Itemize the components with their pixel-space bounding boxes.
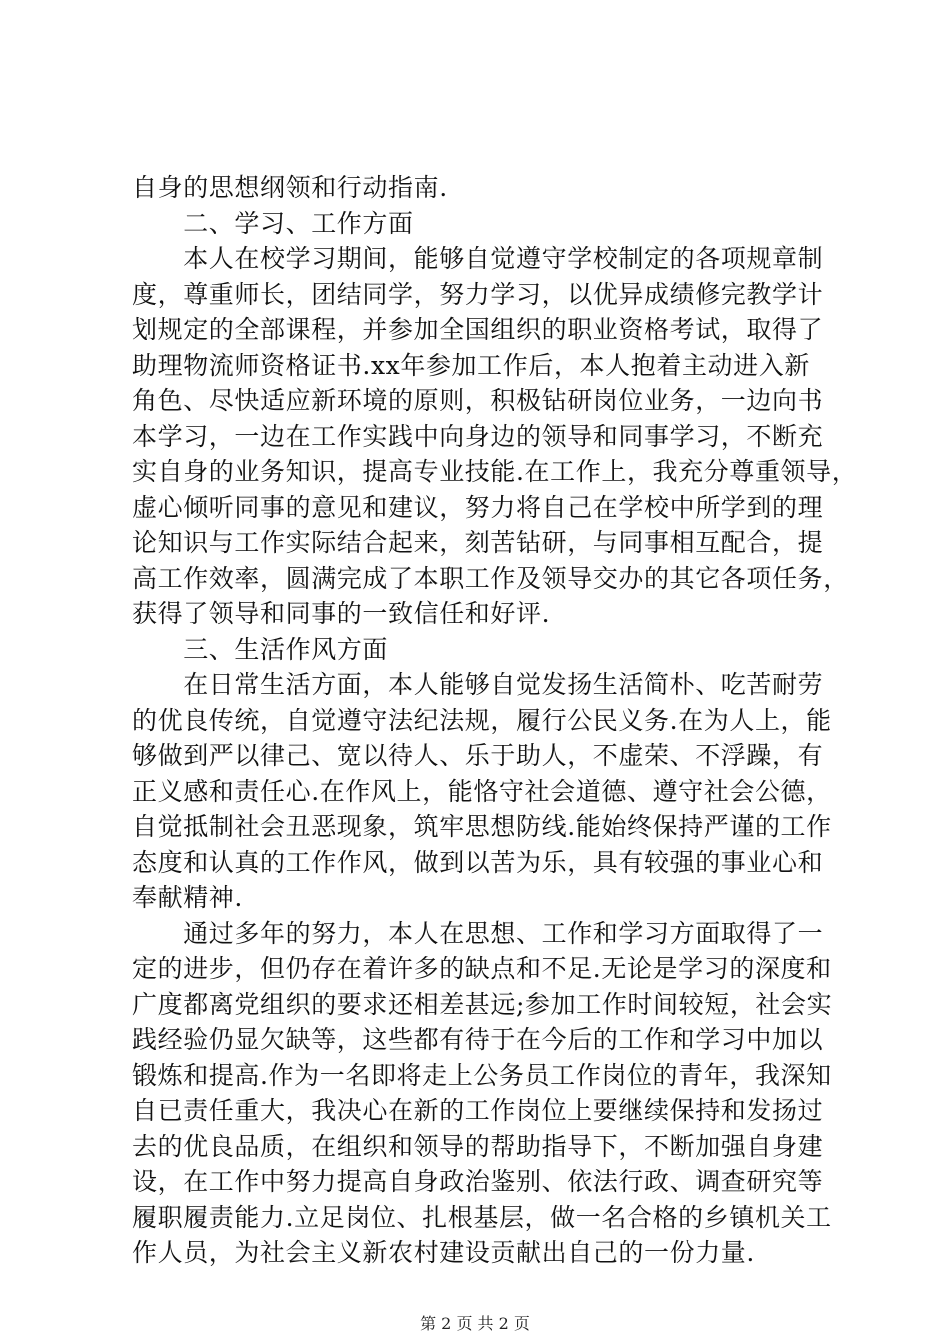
section-heading-study-work: 二、学习、工作方面 [132, 208, 414, 238]
text-line: 践经验仍显欠缺等，这些都有待于在今后的工作和学习中加以 [132, 1025, 824, 1054]
text-line: 通过多年的努力，本人在思想、工作和学习方面取得了一 [132, 918, 824, 948]
text-line: 论知识与工作实际结合起来，刻苦钻研，与同事相互配合，提 [132, 528, 824, 557]
text-line: 锻炼和提高.作为一名即将走上公务员工作岗位的青年，我深知 [132, 1060, 832, 1090]
text-line: 划规定的全部课程，并参加全国组织的职业资格考试，取得了 [132, 315, 824, 344]
text-line: 角色、尽快适应新环境的原则，积极钻研岗位业务，一边向书 [132, 386, 824, 415]
text-line: 度，尊重师长，团结同学，努力学习，以优异成绩修完教学计 [132, 279, 824, 309]
text-line: 高工作效率，圆满完成了本职工作及领导交办的其它各项任务， [132, 563, 849, 593]
text-line: 自觉抵制社会丑恶现象，筑牢思想防线.能始终保持严谨的工作 [132, 812, 832, 841]
text-line: 作人员，为社会主义新农村建设贡献出自己的一份力量. [132, 1238, 755, 1267]
text-line: 助理物流师资格证书.xx年参加工作后，本人抱着主动进入新 [132, 350, 810, 380]
text-line: 设，在工作中努力提高自身政治鉴别、依法行政、调查研究等 [132, 1167, 824, 1196]
section-heading-life-style: 三、生活作风方面 [132, 634, 389, 664]
text-line: 履职履责能力.立足岗位、扎根基层，做一名合格的乡镇机关工 [132, 1202, 832, 1232]
text-line: 广度都离党组织的要求还相差甚远;参加工作时间较短，社会实 [132, 989, 833, 1019]
text-line: 定的进步，但仍存在着许多的缺点和不足.无论是学习的深度和 [132, 954, 832, 983]
document-body [132, 170, 858, 1271]
text-line: 虚心倾听同事的意见和建议，努力将自己在学校中所学到的理 [132, 492, 824, 522]
text-line: 实自身的业务知识，提高专业技能.在工作上，我充分尊重领导， [132, 457, 858, 486]
text-line: 自已责任重大，我决心在新的工作岗位上要继续保持和发扬过 [132, 1096, 824, 1125]
text-line: 正义感和责任心.在作风上，能恪守社会道德、遵守社会公德， [132, 776, 832, 806]
text-line: 获得了领导和同事的一致信任和好评. [132, 599, 551, 628]
text-line: 态度和认真的工作作风，做到以苦为乐，具有较强的事业心和 [132, 847, 824, 877]
text-line: 自身的思想纲领和行动指南. [132, 173, 448, 202]
text-line: 去的优良品质，在组织和领导的帮助指导下，不断加强自身建 [132, 1131, 824, 1161]
page-number-footer: 第 2 页 共 2 页 [420, 1314, 530, 1333]
text-line: 的优良传统，自觉遵守法纪法规，履行公民义务.在为人上，能 [132, 705, 832, 735]
text-line: 奉献精神. [132, 883, 243, 912]
text-line: 本学习，一边在工作实践中向身边的领导和同事学习，不断充 [132, 421, 824, 451]
text-line: 够做到严以律己、宽以待人、乐于助人，不虚荣、不浮躁，有 [132, 741, 824, 770]
text-line: 本人在校学习期间，能够自觉遵守学校制定的各项规章制 [132, 244, 824, 273]
text-line: 在日常生活方面，本人能够自觉发扬生活简朴、吃苦耐劳 [132, 670, 824, 699]
